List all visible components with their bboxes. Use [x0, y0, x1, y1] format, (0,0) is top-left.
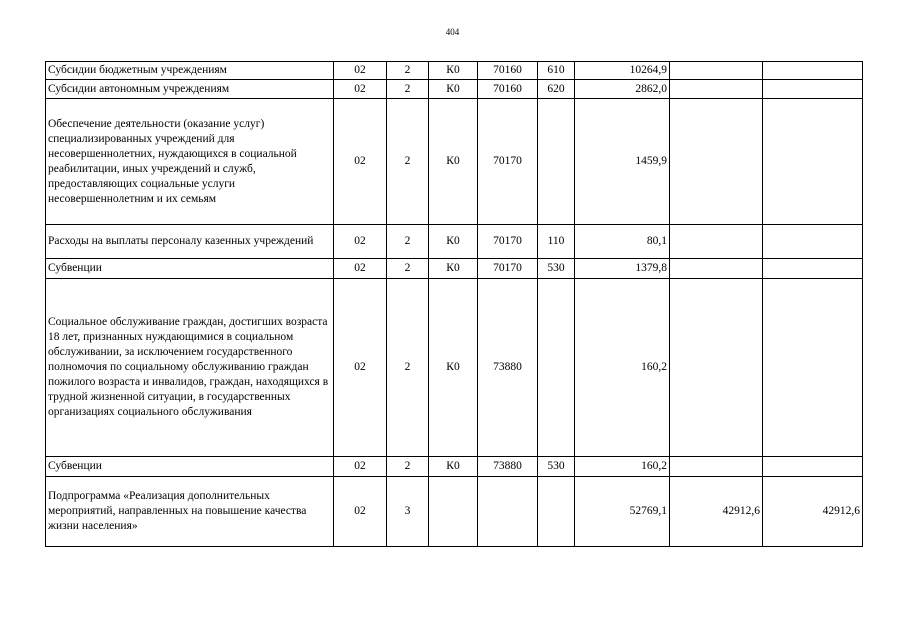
amount-year-2	[670, 279, 763, 457]
subsection-code: 3	[387, 477, 429, 547]
amount-year-3	[763, 279, 863, 457]
direction-code: 70170	[478, 259, 538, 279]
program-code: К0	[429, 259, 478, 279]
section-code: 02	[334, 477, 387, 547]
expense-type-code: 620	[538, 80, 575, 99]
program-code: К0	[429, 99, 478, 225]
direction-code: 70170	[478, 99, 538, 225]
amount-year-2	[670, 259, 763, 279]
program-code: К0	[429, 80, 478, 99]
direction-code: 73880	[478, 457, 538, 477]
expense-type-code	[538, 99, 575, 225]
expense-type-code: 610	[538, 62, 575, 80]
section-code: 02	[334, 457, 387, 477]
row-name: Расходы на выплаты персоналу казенных учреждений	[46, 225, 334, 259]
amount-year-1: 1379,8	[575, 259, 670, 279]
direction-code: 70170	[478, 225, 538, 259]
direction-code: 70160	[478, 62, 538, 80]
table-row	[46, 259, 863, 279]
section-code: 02	[334, 259, 387, 279]
program-code: К0	[429, 62, 478, 80]
amount-year-2: 42912,6	[670, 477, 763, 547]
amount-year-2	[670, 225, 763, 259]
direction-code: 70160	[478, 80, 538, 99]
table-row	[46, 225, 863, 259]
row-name: Обеспечение деятельности (оказание услуг) специализированных учреждений для несовершеннолетних, нуждающихся в социальной реабилитации, иных учреждений и служб, предоставляющих социальные услуги несовершеннолетним и их семьям	[46, 99, 334, 225]
amount-year-1: 52769,1	[575, 477, 670, 547]
program-code	[429, 477, 478, 547]
subsection-code: 2	[387, 99, 429, 225]
table-row	[46, 457, 863, 477]
expense-type-code	[538, 477, 575, 547]
row-name: Субсидии автономным учреждениям	[46, 80, 334, 99]
amount-year-3	[763, 225, 863, 259]
subsection-code: 2	[387, 259, 429, 279]
table-row	[46, 62, 863, 80]
amount-year-1: 10264,9	[575, 62, 670, 80]
row-name: Социальное обслуживание граждан, достигших возраста 18 лет, признанных нуждающимися в социальном обслуживании, за исключением государственного полномочия по социальному обслуживанию граждан пожилого возраста и инвалидов, граждан, находящихся в трудной жизненной ситуации, в государственных организациях социального обслуживания	[46, 279, 334, 457]
amount-year-1: 160,2	[575, 457, 670, 477]
amount-year-1: 1459,9	[575, 99, 670, 225]
subsection-code: 2	[387, 457, 429, 477]
amount-year-3	[763, 80, 863, 99]
table-row	[46, 80, 863, 99]
section-code: 02	[334, 62, 387, 80]
expense-type-code	[538, 279, 575, 457]
row-name: Субвенции	[46, 259, 334, 279]
page-number: 404	[445, 27, 460, 37]
amount-year-2	[670, 99, 763, 225]
section-code: 02	[334, 99, 387, 225]
amount-year-3	[763, 62, 863, 80]
amount-year-1: 2862,0	[575, 80, 670, 99]
subsection-code: 2	[387, 80, 429, 99]
subsection-code: 2	[387, 62, 429, 80]
direction-code	[478, 477, 538, 547]
subsection-code: 2	[387, 279, 429, 457]
amount-year-2	[670, 62, 763, 80]
amount-year-1: 80,1	[575, 225, 670, 259]
amount-year-1: 160,2	[575, 279, 670, 457]
amount-year-3	[763, 99, 863, 225]
subsection-code: 2	[387, 225, 429, 259]
program-code: К0	[429, 457, 478, 477]
budget-table	[45, 61, 863, 547]
row-name: Подпрограмма «Реализация дополнительных мероприятий, направленных на повышение качества жизни населения»	[46, 477, 334, 547]
amount-year-2	[670, 457, 763, 477]
table-row	[46, 279, 863, 457]
expense-type-code: 110	[538, 225, 575, 259]
direction-code: 73880	[478, 279, 538, 457]
row-name: Субвенции	[46, 457, 334, 477]
expense-type-code: 530	[538, 457, 575, 477]
program-code: К0	[429, 279, 478, 457]
row-name: Субсидии бюджетным учреждениям	[46, 62, 334, 80]
expense-type-code: 530	[538, 259, 575, 279]
table-row	[46, 99, 863, 225]
table-row	[46, 477, 863, 547]
section-code: 02	[334, 225, 387, 259]
amount-year-3	[763, 259, 863, 279]
program-code: К0	[429, 225, 478, 259]
amount-year-3	[763, 457, 863, 477]
amount-year-2	[670, 80, 763, 99]
section-code: 02	[334, 279, 387, 457]
section-code: 02	[334, 80, 387, 99]
amount-year-3: 42912,6	[763, 477, 863, 547]
